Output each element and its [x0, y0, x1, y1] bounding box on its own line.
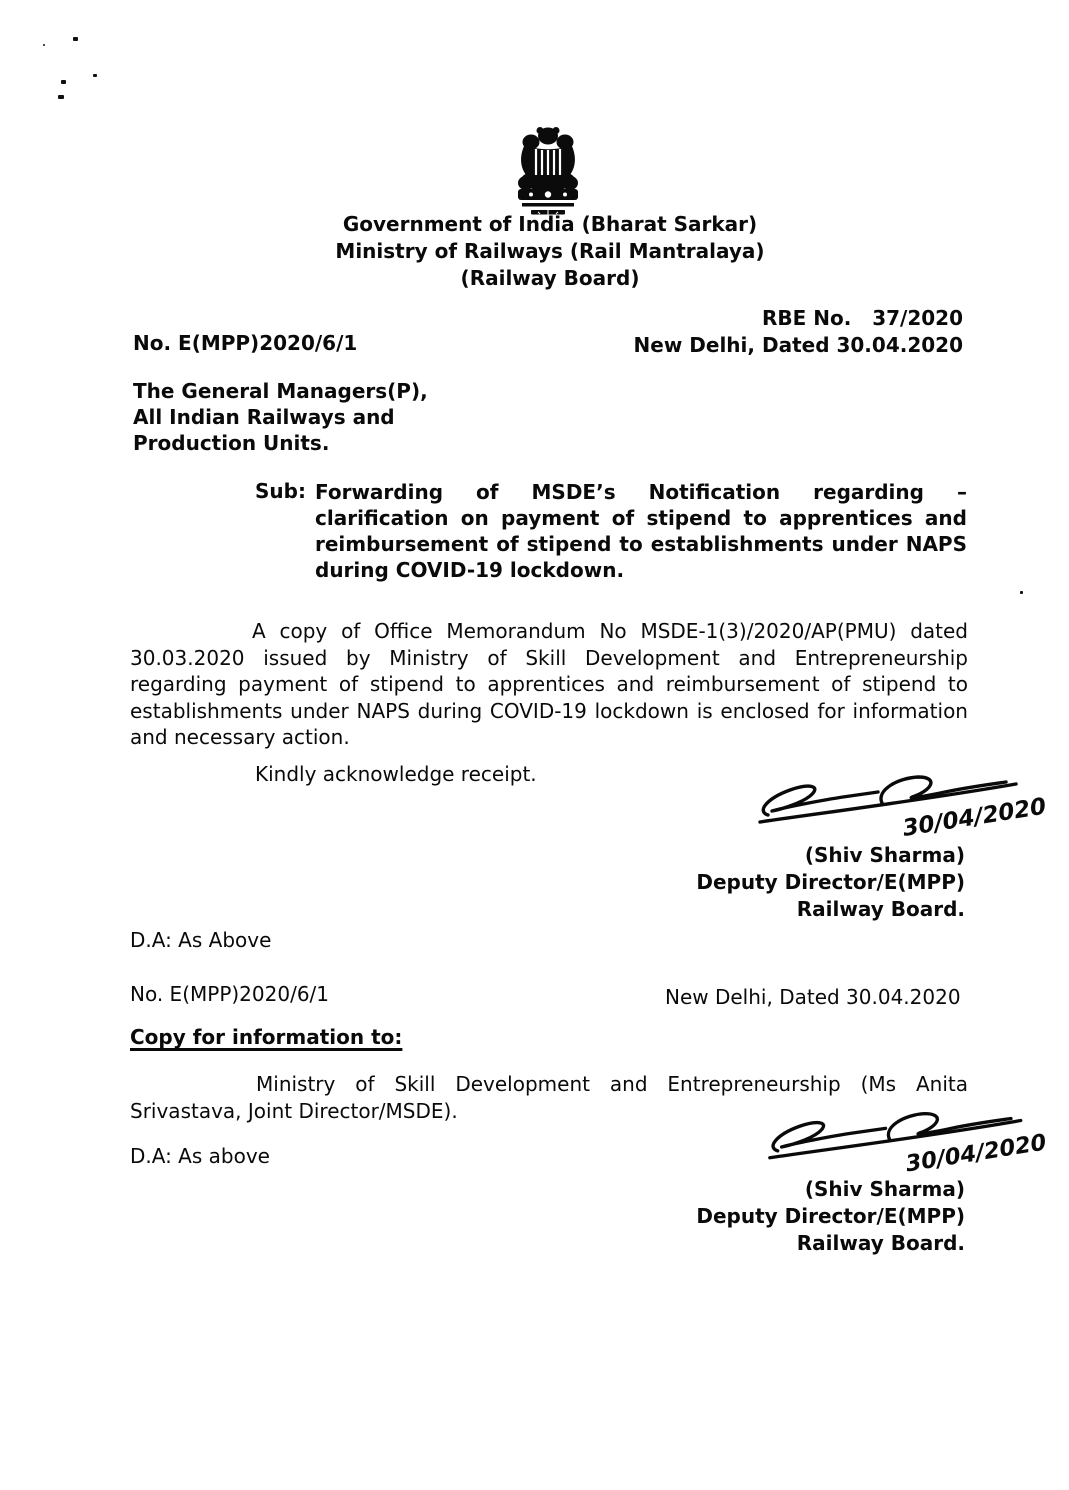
- subject-label: Sub:: [255, 479, 306, 503]
- ashoka-emblem-icon: [500, 126, 596, 222]
- scan-speck: [61, 80, 66, 84]
- addressee-line: The General Managers(P),: [133, 379, 428, 403]
- subject-block: [255, 479, 967, 583]
- scan-speck: [73, 37, 78, 41]
- letterhead: [80, 211, 1020, 292]
- addressee-line: All Indian Railways and: [133, 405, 395, 429]
- signatory-block-1: [696, 842, 965, 923]
- scan-speck: [1020, 591, 1023, 594]
- reference-block: [634, 305, 963, 359]
- letter-date: New Delhi, Dated 30.04.2020: [633, 333, 963, 357]
- signatory-office: Railway Board.: [796, 1231, 965, 1255]
- signature-date: 30/04/2020: [903, 1129, 1049, 1178]
- letterhead-line-ministry: Ministry of Railways (Rail Mantralaya): [335, 239, 765, 263]
- file-number: No. E(MPP)2020/6/1: [133, 331, 358, 355]
- file-number-2: No. E(MPP)2020/6/1: [130, 982, 330, 1006]
- signatory-designation: Deputy Director/E(MPP): [696, 870, 965, 894]
- signatory-office: Railway Board.: [796, 897, 965, 921]
- addressee-block: [133, 378, 428, 456]
- scan-speck: [58, 95, 64, 99]
- body-paragraph: A copy of Office Memorandum No MSDE-1(3)/2020/AP(PMU) dated 30.03.2020 issued by Ministry of Skill Development and Entrepreneurship regarding payment of stipend to apprentices and reimbursement of stipend to establishments under NAPS during COVID-19 lockdown is enclosed for information and necessary action.: [130, 619, 968, 749]
- signatory-name: (Shiv Sharma): [804, 1177, 965, 1201]
- signatory-name: (Shiv Sharma): [804, 843, 965, 867]
- signatory-block-2: [696, 1176, 965, 1257]
- subject-text: Forwarding of MSDE’s Notification regarding – clarification on payment of stipend to apprentices and reimbursement of stipend to establishments under NAPS during COVID-19 lockdown.: [315, 480, 967, 582]
- copy-heading: Copy for information to:: [130, 1025, 403, 1049]
- signature-date: 30/04/2020: [900, 793, 1048, 842]
- letterhead-line-board: (Railway Board): [460, 266, 640, 290]
- addressee-line: Production Units.: [133, 431, 330, 455]
- closing-line: Kindly acknowledge receipt.: [255, 762, 537, 786]
- letter-date-2: New Delhi, Dated 30.04.2020: [665, 985, 961, 1009]
- enclosure-note-2: D.A: As above: [130, 1144, 270, 1168]
- signature-handwriting-1: [752, 770, 1054, 852]
- enclosure-note-1: D.A: As Above: [130, 928, 272, 952]
- signatory-designation: Deputy Director/E(MPP): [696, 1204, 965, 1228]
- copy-paragraph: Ministry of Skill Development and Entrepreneurship (Ms Anita Srivastava, Joint Director/MSDE).: [130, 1072, 968, 1123]
- letterhead-line-government: Government of India (Bharat Sarkar): [342, 212, 758, 236]
- scan-speck: [93, 74, 97, 77]
- rbe-number: RBE No. 37/2020: [761, 306, 963, 330]
- scan-speck: [43, 44, 45, 46]
